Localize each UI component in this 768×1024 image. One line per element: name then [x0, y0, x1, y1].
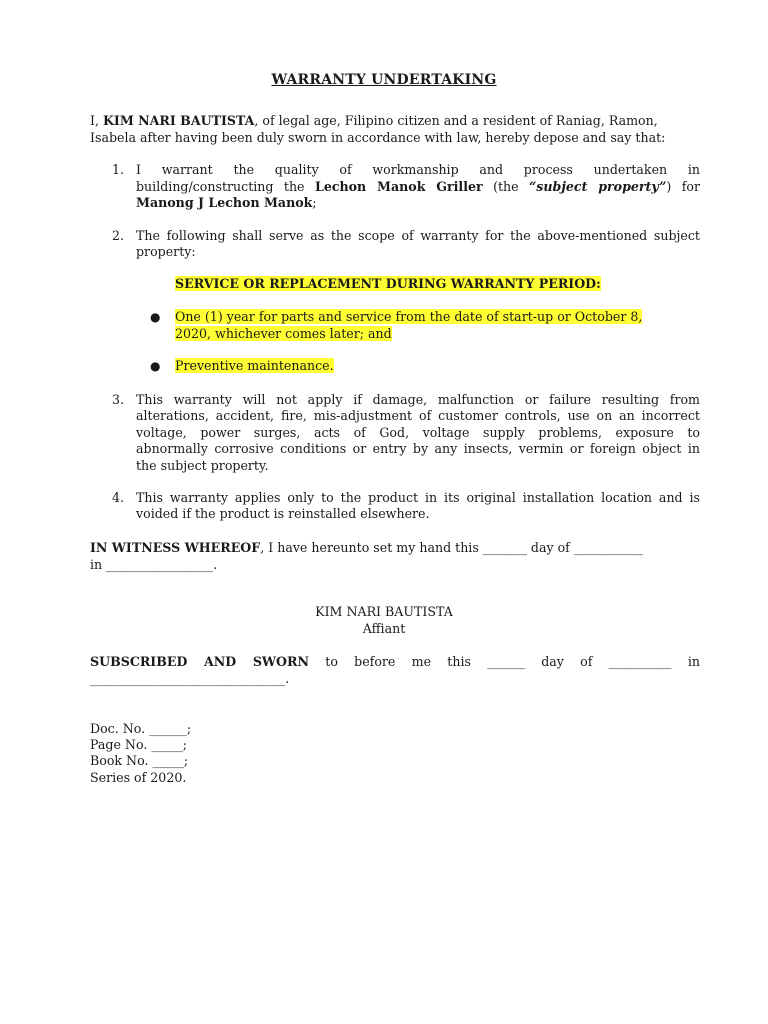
witness-line-2: in _________________. [90, 557, 218, 572]
sworn-heading: SUBSCRIBED AND SWORN [90, 654, 310, 669]
doc-number: Doc. No. ______; [90, 721, 192, 736]
product-name: Lechon Manok Griller [314, 179, 483, 194]
bullet-icon: ● [150, 310, 161, 324]
affiant-role: Affiant [362, 621, 406, 636]
subject-property-term: “subject property” [529, 179, 667, 194]
bullet-1-line-1: One (1) year for parts and service from the date of start-up or October 8, [175, 309, 643, 324]
intro-line-2: Isabela after having been duly sworn in accordance with law, hereby depose and say that: [90, 130, 666, 145]
item-3-line-5: the subject property. [136, 458, 269, 473]
item-3-number: 3. [112, 392, 125, 407]
bullet-2-line-1: Preventive maintenance. [175, 358, 334, 373]
item-4-line-1: This warranty applies only to the product in its original installation location and is [136, 490, 700, 505]
book-number: Book No. _____; [90, 753, 189, 768]
document-title: WARRANTY UNDERTAKING [271, 72, 497, 88]
page-number: Page No. _____; [90, 737, 188, 752]
item-1-line-3: Manong J Lechon Manok; [136, 195, 317, 210]
item-1-line-2: building/constructing the Lechon Manok Griller (the “subject property”) for [136, 179, 700, 194]
bullet-icon: ● [150, 359, 161, 373]
item-4-line-2: voided if the product is reinstalled elsewhere. [136, 506, 430, 521]
item-2-number: 2. [112, 228, 125, 243]
item-3-line-2: alterations, accident, fire, mis-adjustment of customer controls, use on an incorrect [136, 408, 700, 423]
series-year: Series of 2020. [90, 770, 187, 785]
item-3-line-4: abnormally corrosive conditions or entry by any insects, vermin or foreign object in [136, 441, 700, 456]
affiant-signature-name: KIM NARI BAUTISTA [315, 604, 453, 619]
item-3-line-1: This warranty will not apply if damage, malfunction or failure resulting from [136, 392, 700, 407]
item-4-number: 4. [112, 490, 125, 505]
intro-prefix: I, [90, 113, 103, 128]
intro-line-1-rest: , of legal age, Filipino citizen and a resident of Raniag, Ramon, [254, 113, 658, 128]
item-2-line-1: The following shall serve as the scope of warranty for the above-mentioned subject [136, 228, 700, 243]
item-3-line-3: voltage, power surges, acts of God, voltage supply problems, exposure to [136, 425, 700, 440]
warranty-period-heading: SERVICE OR REPLACEMENT DURING WARRANTY PERIOD: [175, 276, 601, 291]
sworn-line-2: _______________________________. [90, 671, 290, 686]
item-1-line-1: I warrant the quality of workmanship and process undertaken in [136, 162, 700, 177]
witness-line-1: IN WITNESS WHEREOF, I have hereunto set my hand this _______ day of ___________ [90, 540, 644, 555]
bullet-1-line-2: 2020, whichever comes later; and [175, 326, 392, 341]
intro-line-1 [90, 113, 700, 130]
item-2-line-2: property: [136, 244, 196, 259]
witness-heading: IN WITNESS WHEREOF [90, 540, 261, 555]
affiant-name-inline: KIM NARI BAUTISTA [102, 113, 255, 128]
client-name: Manong J Lechon Manok [136, 195, 313, 210]
sworn-line-1: SUBSCRIBED AND SWORN to before me this ______ day of __________ in [90, 654, 700, 669]
item-1-number: 1. [112, 162, 125, 177]
